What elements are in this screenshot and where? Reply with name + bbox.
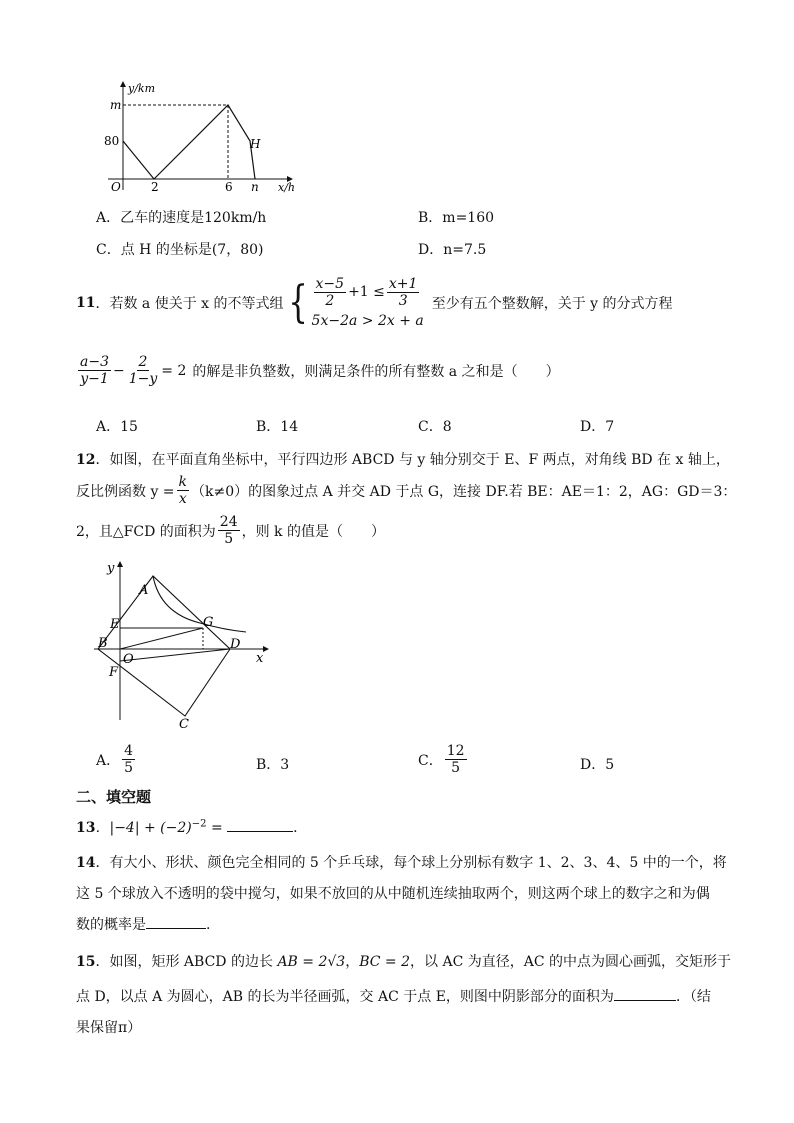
question-15-line1 xyxy=(76,951,731,971)
q11-number: 11 xyxy=(76,294,96,311)
q15-line3: 果保留π） xyxy=(76,1020,142,1036)
ineq2: 5x−2a > 2x + a xyxy=(311,313,424,330)
system-brace: { xyxy=(287,276,308,328)
segment-OG-cross xyxy=(120,628,203,649)
q11-option-d: D．7 xyxy=(580,419,615,435)
ineq1-mid: +1 ≤ xyxy=(348,284,385,301)
q13-number: 13 xyxy=(76,820,96,836)
tn-label: n xyxy=(251,180,259,194)
F-label: F xyxy=(109,665,119,680)
q13-expr: ．|−4| + (−2) xyxy=(95,820,192,836)
q12-x: x xyxy=(178,491,187,508)
q11-option-b: B．14 xyxy=(256,419,299,435)
eq-rhs: = 2 xyxy=(161,362,187,379)
O-label: O xyxy=(123,652,134,667)
question-15-line2 xyxy=(76,986,711,1006)
q12-line2b: （k≠0）的图象过点 A 并交 AD 于点 G，连接 DF.若 BE：AE＝1：2，AG：GD＝3： xyxy=(191,483,737,500)
eq-denominator-1: y−1 xyxy=(80,371,109,388)
eq-minus: − xyxy=(112,362,125,379)
q12-line2a: 反比例函数 y = xyxy=(76,483,175,500)
eq-denominator-2: 1−y xyxy=(128,371,158,388)
ineq1-right-numerator: x+1 xyxy=(388,276,418,292)
x-axis-label: x/h xyxy=(278,181,295,194)
q12-number: 12 xyxy=(76,452,96,468)
q14-end: . xyxy=(206,917,211,933)
A-label: A xyxy=(139,583,149,598)
q12-k: k xyxy=(178,474,188,490)
q14-line2: 这 5 个球放入不透明的袋中搅匀，如果不放回的从中随机连续抽取两个，则这两个球上的数字之和为偶 xyxy=(76,886,710,902)
origin-label: O xyxy=(111,180,121,194)
q12-area-denominator: 5 xyxy=(224,531,234,548)
q12-option-c: C． $\frac{12}{5}$ xyxy=(418,743,465,777)
t6-label: 6 xyxy=(225,180,233,194)
hyperbola-curve xyxy=(153,576,246,632)
question-12-line3 xyxy=(76,514,385,547)
eq-numerator-2: 2 xyxy=(138,354,148,370)
q10-option-c: C．点 H 的坐标是(7，80) xyxy=(96,242,264,258)
q12-line3a: 2，且△FCD 的面积为 xyxy=(76,523,216,540)
question-13 xyxy=(76,817,298,837)
q15-line2a: 点 D，以点 A 为圆心，AB 的长为半径画弧，交 AC 于点 E，则图中阴影部分的面积为 xyxy=(76,989,614,1005)
G-label: G xyxy=(203,615,214,630)
y-label: y xyxy=(107,561,115,576)
question-12-line2 xyxy=(76,474,736,507)
C-label: C xyxy=(179,717,189,732)
inequality-system xyxy=(312,276,424,330)
q10-option-b: B．m=160 xyxy=(418,210,495,226)
q11-text1: ．若数 a 使关于 x 的不等式组 xyxy=(95,295,284,312)
E-label: E xyxy=(110,617,120,632)
v80-label: 80 xyxy=(104,134,120,148)
q12-option-b: B．3 xyxy=(256,757,290,773)
q15-line1a: ．如图，矩形 ABCD 的边长 xyxy=(95,954,278,970)
ineq1-left-numerator: x−5 xyxy=(315,276,345,292)
q14-answer-blank[interactable] xyxy=(146,914,206,929)
question-11 xyxy=(76,276,673,330)
q10-option-a: A．乙车的速度是120km/h xyxy=(96,210,267,226)
distance-time-graph xyxy=(100,78,300,198)
question-14-line1 xyxy=(76,852,727,872)
question-12-line1 xyxy=(76,449,730,469)
D-label: D xyxy=(230,637,241,652)
q15-line1b: ， xyxy=(345,954,360,970)
parallelogram-graph xyxy=(90,558,275,733)
ineq1-left-denominator: 2 xyxy=(325,293,335,310)
y-axis-label: y/km xyxy=(128,82,156,95)
q12-area-numerator: 24 xyxy=(219,514,238,530)
q13-answer-blank[interactable] xyxy=(227,817,293,832)
q15-line1c: ，以 AC 为直径，AC 的中点为圆心画弧，交矩形于 xyxy=(410,954,732,970)
segment-FD xyxy=(120,649,230,661)
q11-text3: 的解是非负整数，则满足条件的所有整数 a 之和是（ ） xyxy=(192,363,560,380)
t2-label: 2 xyxy=(151,180,159,194)
m-label: m xyxy=(110,98,122,112)
q11-equation-line xyxy=(76,354,560,387)
q15-answer-blank[interactable] xyxy=(614,986,676,1001)
H-label: H xyxy=(250,137,261,151)
q12-line1: ．如图，在平面直角坐标中，平行四边形 ABCD 与 y 轴分别交于 E、F 两点，对角线 BD 在 x 轴上， xyxy=(95,452,730,468)
B-label: B xyxy=(98,636,108,651)
section-fill-in-heading: 二、填空题 xyxy=(76,788,152,806)
car-path xyxy=(123,105,255,179)
question-14-line3 xyxy=(76,914,210,934)
ineq1-right-denominator: 3 xyxy=(398,293,408,310)
q13-eq: = xyxy=(206,820,228,836)
q11-option-a: A．15 xyxy=(96,419,138,435)
q14-line3: 数的概率是 xyxy=(76,917,146,933)
q15-line2b: ．（结 xyxy=(675,989,711,1005)
q11-text2: 至少有五个整数解，关于 y 的分式方程 xyxy=(431,295,673,312)
q12-line3b: ，则 k 的值是（ ） xyxy=(241,523,385,540)
q15-number: 15 xyxy=(76,954,96,970)
parallelogram-ABCD xyxy=(98,576,230,716)
q13-end: . xyxy=(293,820,298,836)
x-label: x xyxy=(256,651,264,666)
q13-exponent: −2 xyxy=(191,818,207,830)
q12-option-a: A． $\frac{4}{5}$ xyxy=(96,743,134,777)
eq-numerator-1: a−3 xyxy=(80,354,109,370)
q12-option-d: D．5 xyxy=(580,757,615,773)
q15-ab-eq: AB = 2√3 xyxy=(277,954,346,970)
q11-option-c: C．8 xyxy=(418,419,452,435)
q10-option-d: D．n=7.5 xyxy=(418,242,487,258)
q15-bc-eq: BC = 2 xyxy=(359,954,411,970)
q14-number: 14 xyxy=(76,855,96,871)
q14-line1: ．有大小、形状、颜色完全相同的 5 个乒乓球，每个球上分别标有数字 1、2、3、4、5 中的一个，将 xyxy=(95,855,727,871)
